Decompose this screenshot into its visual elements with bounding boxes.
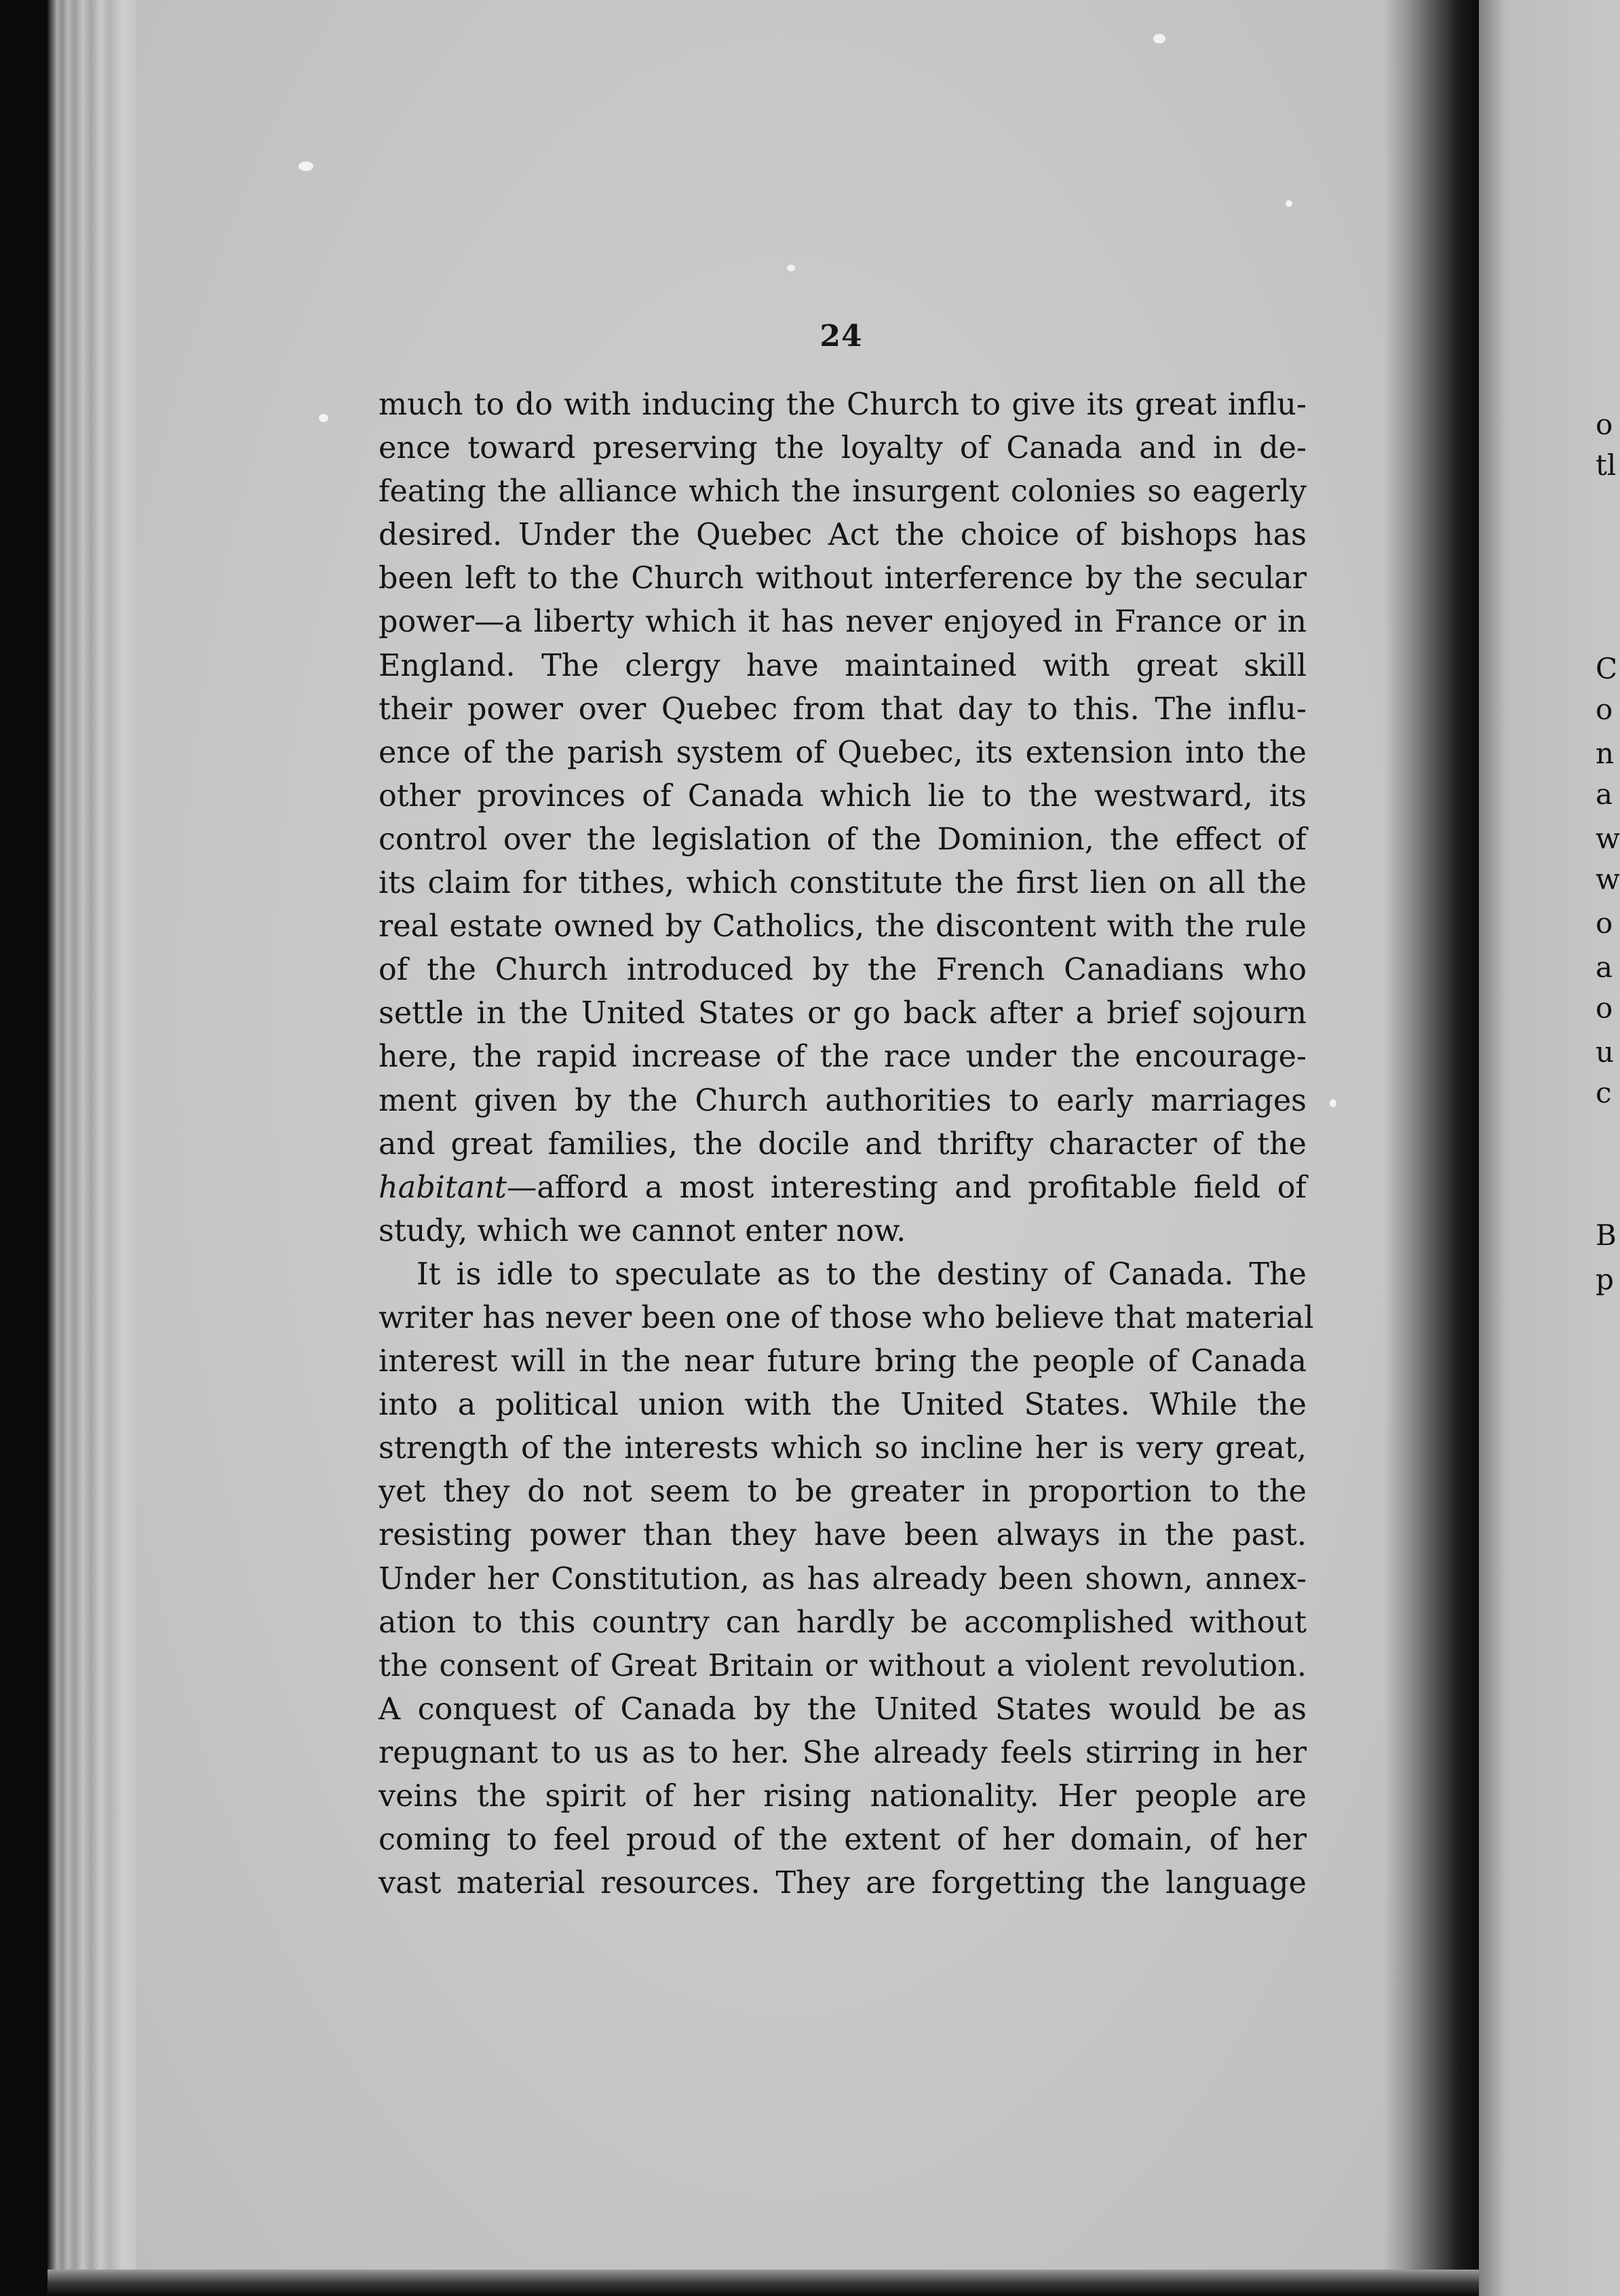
facing-page-fragment: tl xyxy=(1596,448,1617,482)
scan-speck xyxy=(298,161,313,171)
facing-page-fragment: a xyxy=(1596,951,1613,984)
text-line-content: much to do with inducing the Church to give its great influ- xyxy=(379,387,1307,422)
facing-page-fragment: u xyxy=(1596,1035,1615,1069)
facing-page-fragment: w xyxy=(1596,822,1620,855)
text-line-content: power—a liberty which it has never enjoyed in France or in xyxy=(379,605,1307,640)
text-line-content: repugnant to us as to her. She already feels stirring in her xyxy=(379,1735,1307,1770)
text-line xyxy=(379,1775,1307,1818)
text-line xyxy=(379,949,1307,992)
text-line-content: ment given by the Church authorities to early marriages xyxy=(379,1083,1307,1118)
text-line-content: here, the rapid increase of the race under the encourage- xyxy=(379,1039,1307,1075)
text-line-content: resisting power than they have been always in the past. xyxy=(379,1518,1307,1553)
text-line xyxy=(379,1645,1307,1688)
facing-page-fragment: C xyxy=(1596,652,1618,685)
text-line xyxy=(379,862,1307,905)
text-line xyxy=(379,1558,1307,1601)
text-line xyxy=(379,1514,1307,1557)
text-line xyxy=(379,1035,1307,1079)
text-line xyxy=(379,645,1307,688)
text-line xyxy=(379,1123,1307,1166)
text-line xyxy=(379,1731,1307,1775)
text-line-content: ation to this country can hardly be accomplished without xyxy=(379,1605,1307,1640)
facing-page-fragment: o xyxy=(1596,408,1613,441)
facing-page-fragment: o xyxy=(1596,693,1613,726)
text-line-content: settle in the United States or go back after a brief sojourn xyxy=(379,996,1307,1031)
scan-speck xyxy=(1286,200,1292,207)
text-line-content: and great families, the docile and thrifty character of the xyxy=(379,1126,1307,1162)
text-line-content: strength of the interests which so incline her is very great, xyxy=(379,1431,1307,1466)
text-line xyxy=(379,905,1307,949)
text-line-content: real estate owned by Catholics, the discontent with the rule xyxy=(379,909,1307,944)
text-line xyxy=(379,1079,1307,1123)
text-line xyxy=(379,1340,1307,1383)
scan-speck xyxy=(1330,1099,1336,1107)
text-line xyxy=(379,600,1307,644)
text-line-content: feating the alliance which the insurgent colonies so eagerly xyxy=(379,474,1307,510)
facing-page-fragment: B xyxy=(1596,1219,1617,1252)
text-line xyxy=(379,383,1307,427)
text-line xyxy=(379,992,1307,1035)
text-line-content: desired. Under the Quebec Act the choice of bishops has xyxy=(379,518,1307,553)
text-line-content: coming to feel proud of the extent of her domain, of her xyxy=(379,1822,1307,1858)
text-line xyxy=(379,688,1307,731)
text-line xyxy=(379,427,1307,470)
text-line xyxy=(379,1253,1307,1297)
text-line xyxy=(379,1862,1307,1905)
scan-speck xyxy=(319,414,328,422)
text-line xyxy=(379,1166,1307,1210)
text-line-content: other provinces of Canada which lie to the westward, its xyxy=(379,778,1307,814)
text-line-content: ence of the parish system of Quebec, its extension into the xyxy=(379,735,1307,770)
text-line-content: their power over Quebec from that day to this. The influ- xyxy=(379,691,1307,727)
text-line-content: vast material resources. They are forgetting the language xyxy=(379,1866,1307,1901)
text-line xyxy=(379,731,1307,775)
text-line xyxy=(379,1601,1307,1645)
italic-word: habitant xyxy=(379,1170,507,1205)
text-line-content: writer has never been one of those who believe that material xyxy=(379,1300,1314,1335)
text-line-content: England. The clergy have maintained with great skill xyxy=(379,648,1307,683)
text-line-content: Under her Constitution, as has already been shown, annex- xyxy=(379,1561,1307,1596)
text-line xyxy=(379,1470,1307,1514)
text-line-content: A conquest of Canada by the United States would be as xyxy=(379,1691,1307,1727)
page-gutter-shadow xyxy=(1384,0,1479,2296)
facing-page-fragment: o xyxy=(1596,991,1613,1025)
scan-speck xyxy=(787,265,795,271)
facing-page-fragment: p xyxy=(1596,1263,1614,1296)
text-line xyxy=(379,1210,1307,1253)
text-line xyxy=(379,1297,1314,1340)
text-line xyxy=(379,1427,1307,1470)
text-line-content: interest will in the near future bring the people of Canada xyxy=(379,1344,1307,1379)
text-line xyxy=(379,557,1307,600)
text-line-content: of the Church introduced by the French Canadians who xyxy=(379,953,1307,988)
text-line xyxy=(379,514,1307,557)
page-number: 24 xyxy=(819,319,863,353)
text-line-content: the consent of Great Britain or without a violent revolution. xyxy=(379,1648,1307,1683)
page-bottom-edge xyxy=(47,2270,1479,2296)
facing-page-fragment: c xyxy=(1596,1076,1612,1109)
text-line xyxy=(379,470,1307,514)
text-line-content: control over the legislation of the Dominion, the effect of xyxy=(379,822,1307,857)
scan-speck xyxy=(1153,34,1165,43)
text-line-content: veins the spirit of her rising nationality. Her people are xyxy=(379,1779,1307,1814)
text-line xyxy=(379,1383,1307,1427)
text-line-content: yet they do not seem to be greater in proportion to the xyxy=(379,1474,1307,1510)
text-line-content: study, which we cannot enter now. xyxy=(379,1213,906,1248)
text-line-content: It is idle to speculate as to the destiny of Canada. The xyxy=(417,1257,1307,1292)
facing-page-fragment: w xyxy=(1596,862,1620,896)
text-line-content: its claim for tithes, which constitute the first lien on all the xyxy=(379,866,1307,901)
facing-page-text-fragments xyxy=(1596,0,1620,2296)
text-line-content: into a political union with the United States. While the xyxy=(379,1388,1307,1423)
facing-page-fragment: o xyxy=(1596,906,1613,940)
text-line xyxy=(379,775,1307,818)
text-line xyxy=(379,1818,1307,1862)
text-line-content: been left to the Church without interference by the secular xyxy=(379,561,1307,596)
text-line-content: —afford a most interesting and profitable field of xyxy=(506,1170,1307,1205)
text-line xyxy=(379,1688,1307,1731)
book-left-page-edges xyxy=(47,0,136,2296)
facing-page-fragment: a xyxy=(1596,778,1613,811)
page-body-text xyxy=(379,383,1314,1905)
facing-page-fragment: n xyxy=(1596,737,1615,770)
text-line-content: ence toward preserving the loyalty of Canada and in de- xyxy=(379,431,1307,466)
text-line xyxy=(379,818,1307,862)
